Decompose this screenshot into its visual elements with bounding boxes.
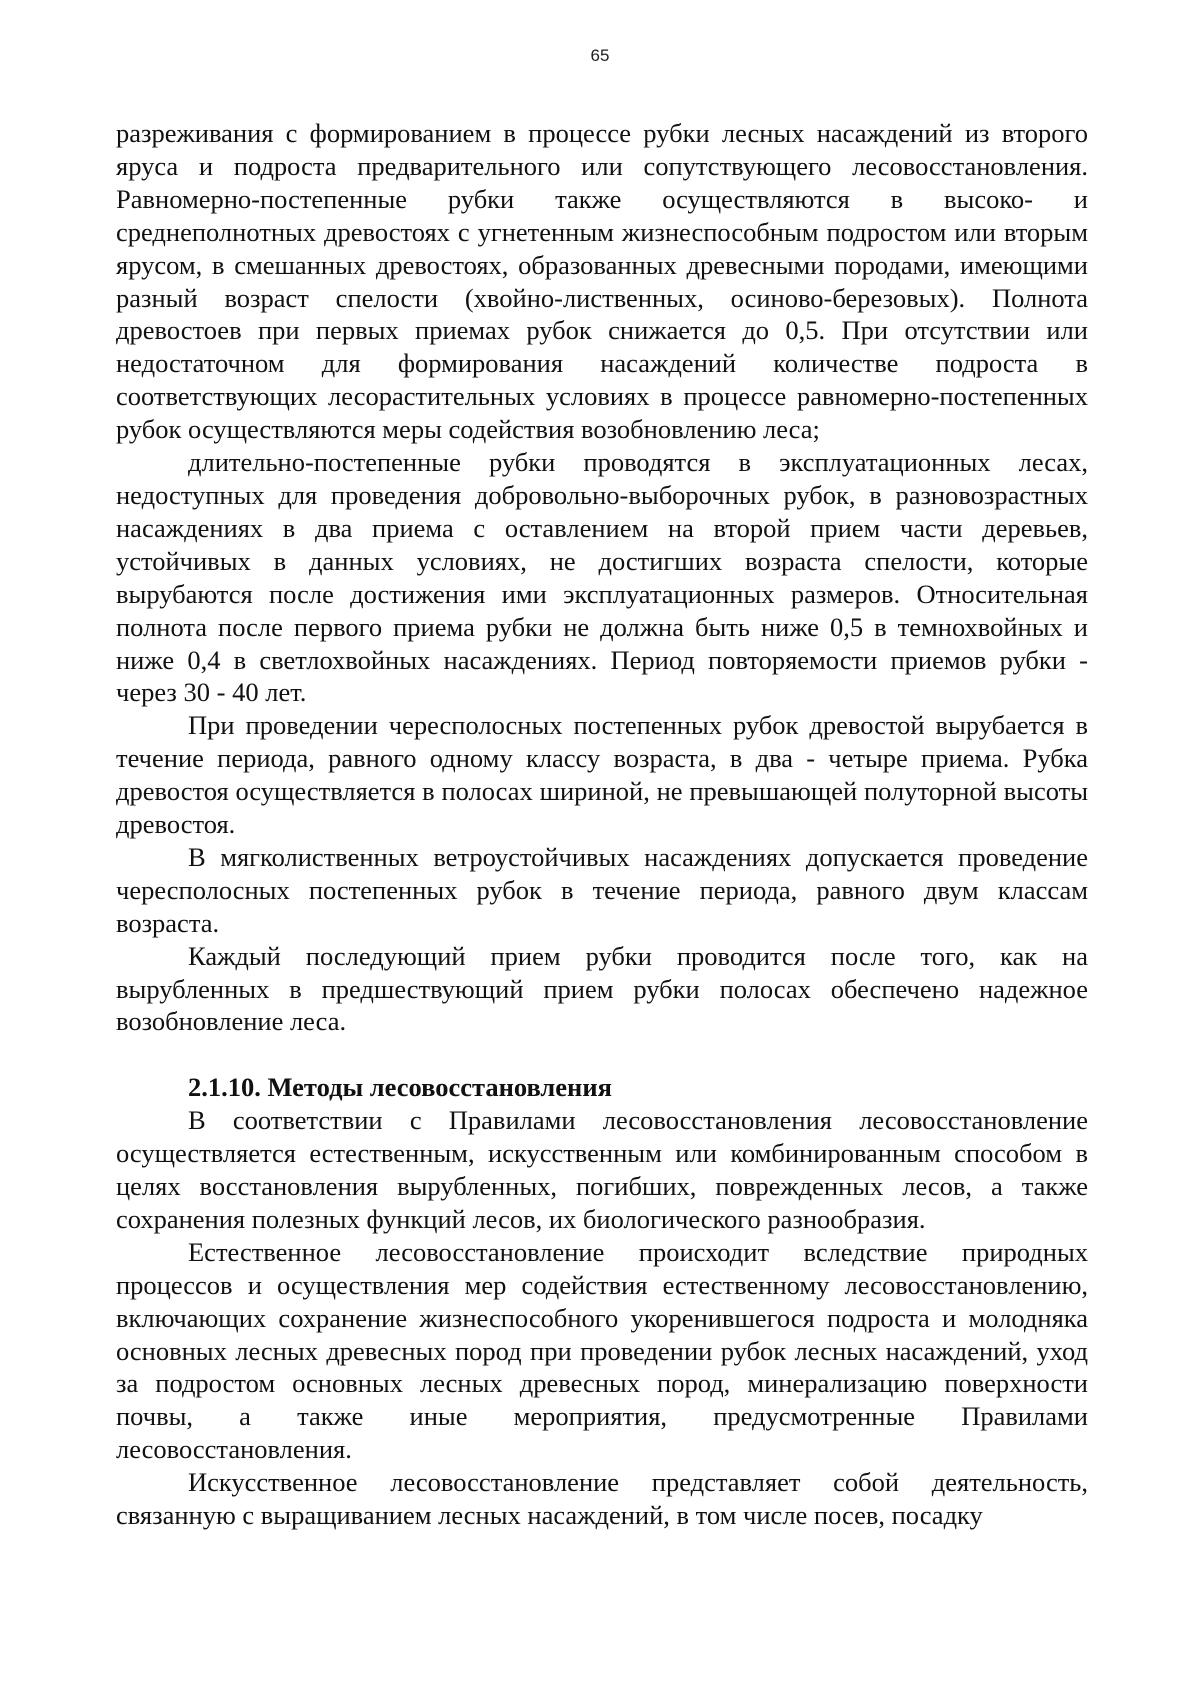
paragraph: Каждый последующий прием рубки проводится после того, как на вырубленных в предшествующий прием рубки полосах обеспечено надежное возобновление леса. [116, 940, 1088, 1037]
paragraph: В соответствии с Правилами лесовосстановления лесовосстановление осуществляется естественным, искусственным или комбинированным способом в целях восстановления вырубленных, погибших, поврежденных лесов, а также сохранения полезных функций лесов, их биологического разнообразия. [116, 1105, 1088, 1234]
paragraph: длительно-постепенные рубки проводятся в эксплуатационных лесах, недоступных для проведения добровольно-выборочных рубок, в разновозрастных насаждениях в два приема с оставлением на второй прием части деревьев, устойчивых в данных условиях, не достигших возраста спелости, которые вырубаются после достижения ими эксплуатационных размеров. Относительная полнота после первого приема рубки не должна быть ниже 0,5 в темнохвойных и ниже 0,4 в светлохвойных насаждениях. Период повторяемости приемов рубки - через 30 - 40 лет. [116, 447, 1088, 708]
paragraph: В мягколиственных ветроустойчивых насаждениях допускается проведение чересполосных постепенных рубок в течение периода, равного двум классам возраста. [116, 841, 1088, 938]
paragraph: Естественное лесовосстановление происходит вследствие природных процессов и осуществления мер содействия естественному лесовосстановлению, включающих сохранение жизнеспособного укоренившегося подроста и молодняка основных лесных древесных пород при проведении рубок лесных насаждений, уход за подростом основных лесных древесных пород, минерализацию поверхности почвы, а также иные мероприятия, предусмотренные Правилами лесовосстановления. [116, 1236, 1088, 1465]
page-number: 65 [590, 46, 610, 65]
document-body [116, 117, 1088, 1532]
section-heading: 2.1.10. Методы лесовосстановления [188, 1072, 612, 1103]
paragraph: При проведении чересполосных постепенных рубок древостой вырубается в течение периода, равного одному классу возраста, в два - четыре приема. Рубка древостоя осуществляется в полосах шириной, не превышающей полуторной высоты древостоя. [116, 710, 1088, 840]
paragraph: Искусственное лесовосстановление представляет собой деятельность, связанную с выращиванием лесных насаждений, в том числе посев, посадку [116, 1467, 1088, 1531]
paragraph-continued: разреживания с формированием в процессе рубки лесных насаждений из второго яруса и подроста предварительного или сопутствующего лесовосстановления. Равномерно-постепенные рубки также осуществляются в высоко- и среднеполнотных древостоях с угнетенным жизнеспособным подростом или вторым ярусом, в смешанных древостоях, образованных древесными породами, имеющими разный возраст спелости (хвойно-лиственных, осиново-березовых). Полнота древостоев при первых приемах рубок снижается до 0,5. При отсутствии или недостаточном для формирования насаждений количестве подроста в соответствующих лесорастительных условиях в процессе равномерно-постепенных рубок осуществляются меры содействия возобновлению леса; [116, 118, 1088, 445]
